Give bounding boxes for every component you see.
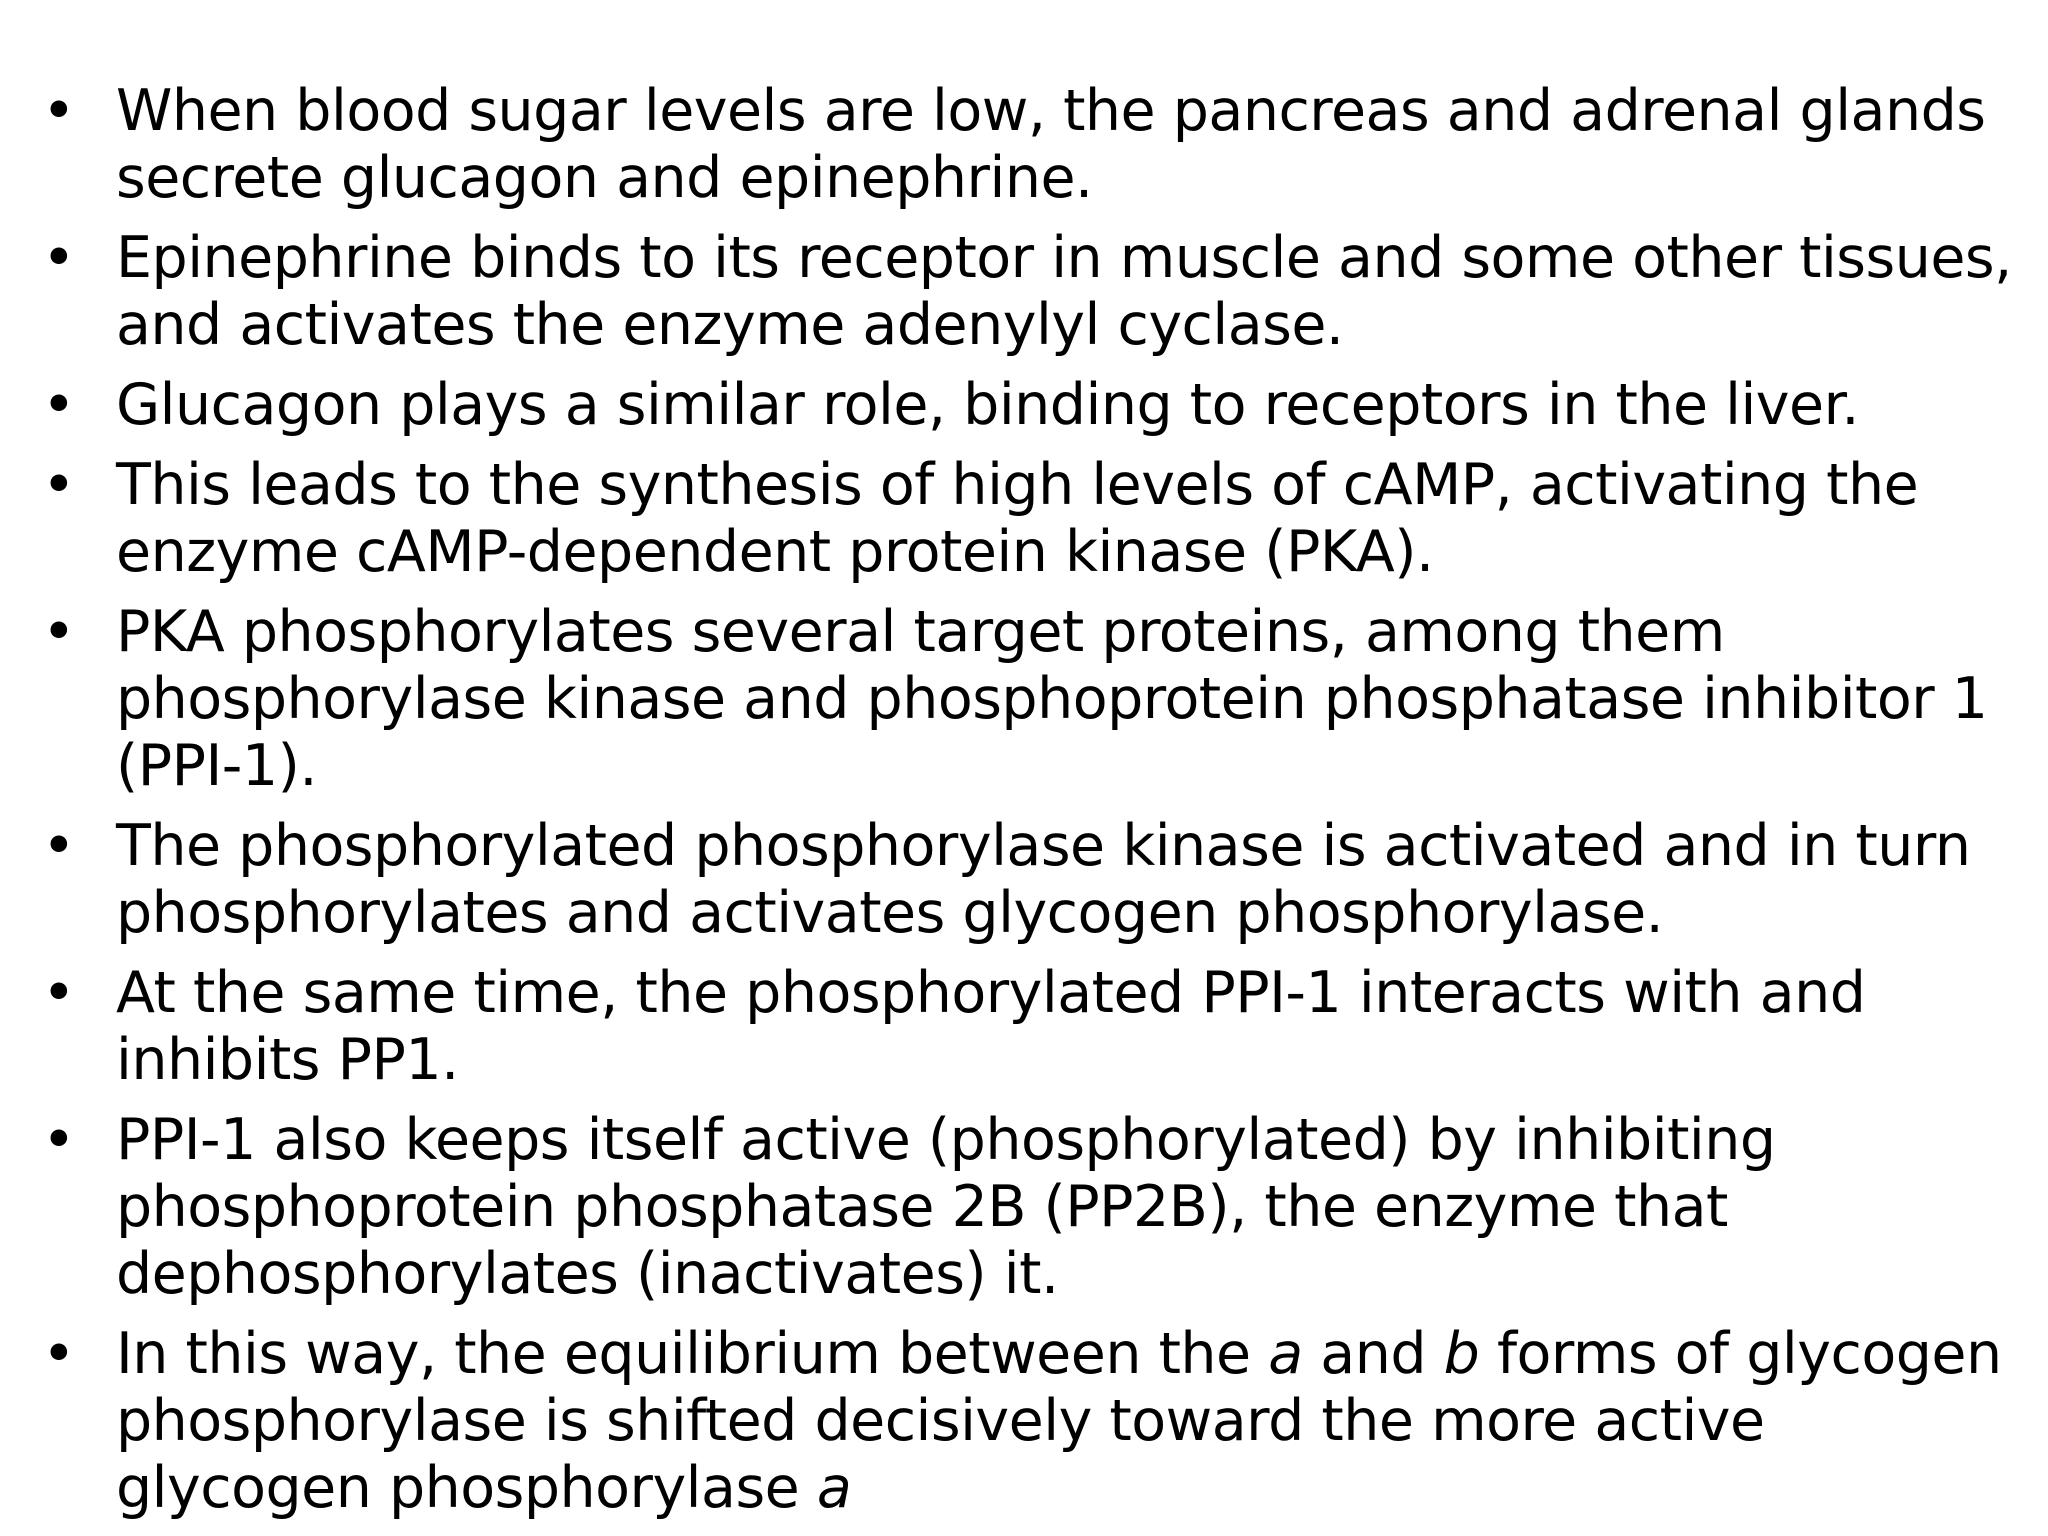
bullet-item-6 — [40, 813, 2030, 947]
bullet-text-part: In this way, the equilibrium between the — [116, 1321, 1269, 1387]
bullet-dot-icon: • — [42, 1107, 76, 1173]
bullet-text-part: and — [1302, 1321, 1444, 1387]
bullet-dot-icon: • — [42, 78, 76, 144]
bullet-item-4 — [40, 452, 2030, 586]
bullet-item-8 — [40, 1107, 2030, 1308]
bullet-item-1 — [40, 78, 2030, 212]
bullet-dot-icon: • — [42, 813, 76, 879]
bullet-item-9 — [40, 1321, 2030, 1522]
bullet-text-part: forms of glycogen phosphorylase is shifted decisively toward the more active glycogen phosphorylase — [116, 1321, 2002, 1521]
bullet-item-3 — [40, 372, 2030, 439]
bullet-dot-icon: • — [42, 372, 76, 438]
bullet-text: At the same time, the phosphorylated PPI-1 interacts with and inhibits PP1. — [116, 960, 1866, 1093]
bullet-text: Epinephrine binds to its receptor in muscle and some other tissues, and activates the enzyme adenylyl cyclase. — [116, 225, 2012, 358]
bullet-item-2 — [40, 225, 2030, 359]
bullet-text: PPI-1 also keeps itself active (phosphorylated) by inhibiting phosphoprotein phosphatase 2B (PP2B), the enzyme that dephosphorylates (inactivates) it. — [116, 1107, 1776, 1307]
bullet-dot-icon: • — [42, 599, 76, 665]
bullet-dot-icon: • — [42, 452, 76, 518]
bullet-text: This leads to the synthesis of high levels of cAMP, activating the enzyme cAMP-dependent protein kinase (PKA). — [116, 452, 1919, 585]
italic-term: a — [816, 1455, 852, 1521]
bullet-dot-icon: • — [42, 960, 76, 1026]
bullet-text: When blood sugar levels are low, the pancreas and adrenal glands secrete glucagon and epinephrine. — [116, 78, 1986, 211]
bullet-item-5 — [40, 599, 2030, 800]
bullet-item-7 — [40, 960, 2030, 1094]
bullet-text: Glucagon plays a similar role, binding to receptors in the liver. — [116, 372, 1859, 438]
bullet-text — [116, 1321, 2002, 1521]
italic-term: b — [1443, 1321, 1480, 1387]
bullet-text: The phosphorylated phosphorylase kinase is activated and in turn phosphorylates and activates glycogen phosphorylase. — [116, 813, 1971, 946]
bullet-dot-icon: • — [42, 1321, 76, 1387]
bullet-text: PKA phosphorylates several target proteins, among them phosphorylase kinase and phosphoprotein phosphatase inhibitor 1 (PPI-1). — [116, 599, 1988, 799]
italic-term: a — [1268, 1321, 1303, 1387]
bullet-list — [40, 78, 2030, 1535]
bullet-dot-icon: • — [42, 225, 76, 291]
